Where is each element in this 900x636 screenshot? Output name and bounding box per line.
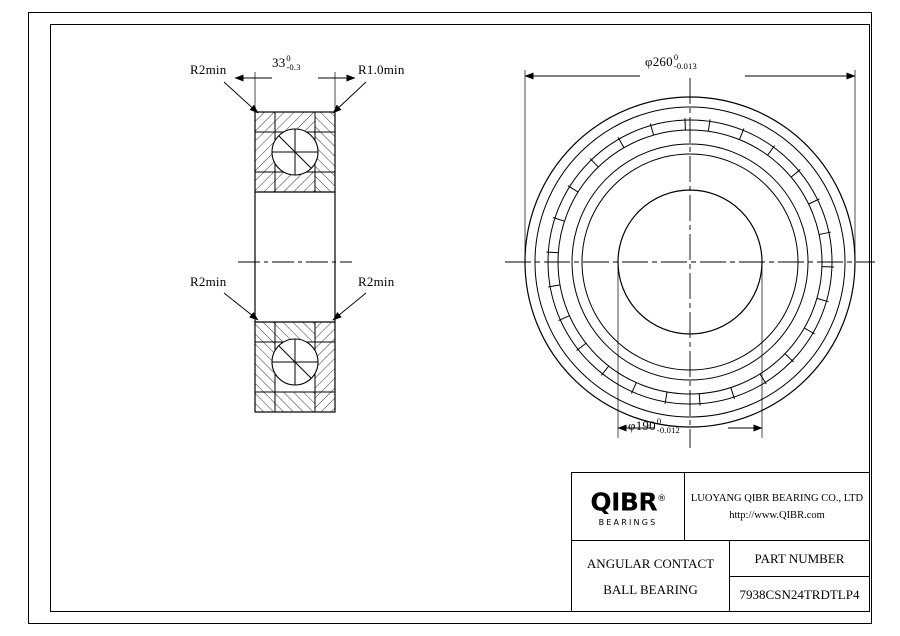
- dimension-inner-dia-tol-lower: -0.012: [656, 424, 680, 435]
- product-description-line2: BALL BEARING: [603, 581, 698, 597]
- logo-wordmark: [590, 486, 665, 515]
- label-r2min-bottom-right: R2min: [358, 274, 395, 289]
- dimension-width-tol-upper: 0: [286, 52, 291, 63]
- label-r2min-top-left: R2min: [190, 62, 227, 77]
- dimension-inner-dia-tol-upper: 0: [656, 415, 662, 426]
- label-r1min-top-right: R1.0min: [358, 62, 405, 77]
- title-block-body-row: [572, 541, 869, 612]
- part-number-label: PART NUMBER: [754, 550, 845, 566]
- dimension-outer-diameter: [645, 51, 700, 71]
- company-name: LUOYANG QIBR BEARING CO., LTD: [690, 492, 864, 504]
- logo-registered-icon: ®: [657, 494, 666, 505]
- dimension-inner-diameter-tolerance: [656, 415, 683, 435]
- dimension-width-tolerance: [286, 52, 312, 72]
- dimension-outer-dia-tol-upper: 0: [673, 51, 679, 62]
- dimension-width-value: 33: [272, 55, 286, 70]
- dimension-outer-diameter-tolerance: [673, 51, 700, 71]
- dimension-outer-dia-tol-lower: -0.013: [673, 60, 697, 71]
- title-block-header-row: [572, 473, 869, 541]
- part-number-cell: [730, 541, 869, 612]
- logo-text: QIBR: [590, 487, 658, 517]
- part-number-value: 7938CSN24TRDTLP4: [730, 576, 869, 612]
- dimension-inner-diameter: [628, 415, 683, 435]
- dimension-width-tol-lower: -0.3: [286, 61, 301, 72]
- logo-subtitle: BEARINGS: [598, 517, 658, 527]
- company-website: http://www.QIBR.com: [729, 509, 825, 521]
- company-logo: [572, 473, 685, 540]
- company-info: [685, 473, 869, 540]
- dimension-width: [272, 52, 312, 72]
- title-block: [571, 472, 870, 612]
- product-description-line1: ANGULAR CONTACT: [586, 555, 715, 571]
- label-r2min-bottom-left: R2min: [190, 274, 227, 289]
- product-description: [572, 541, 730, 612]
- dimension-inner-diameter-value: φ190: [628, 418, 656, 433]
- dimension-outer-diameter-value: φ260: [645, 54, 673, 69]
